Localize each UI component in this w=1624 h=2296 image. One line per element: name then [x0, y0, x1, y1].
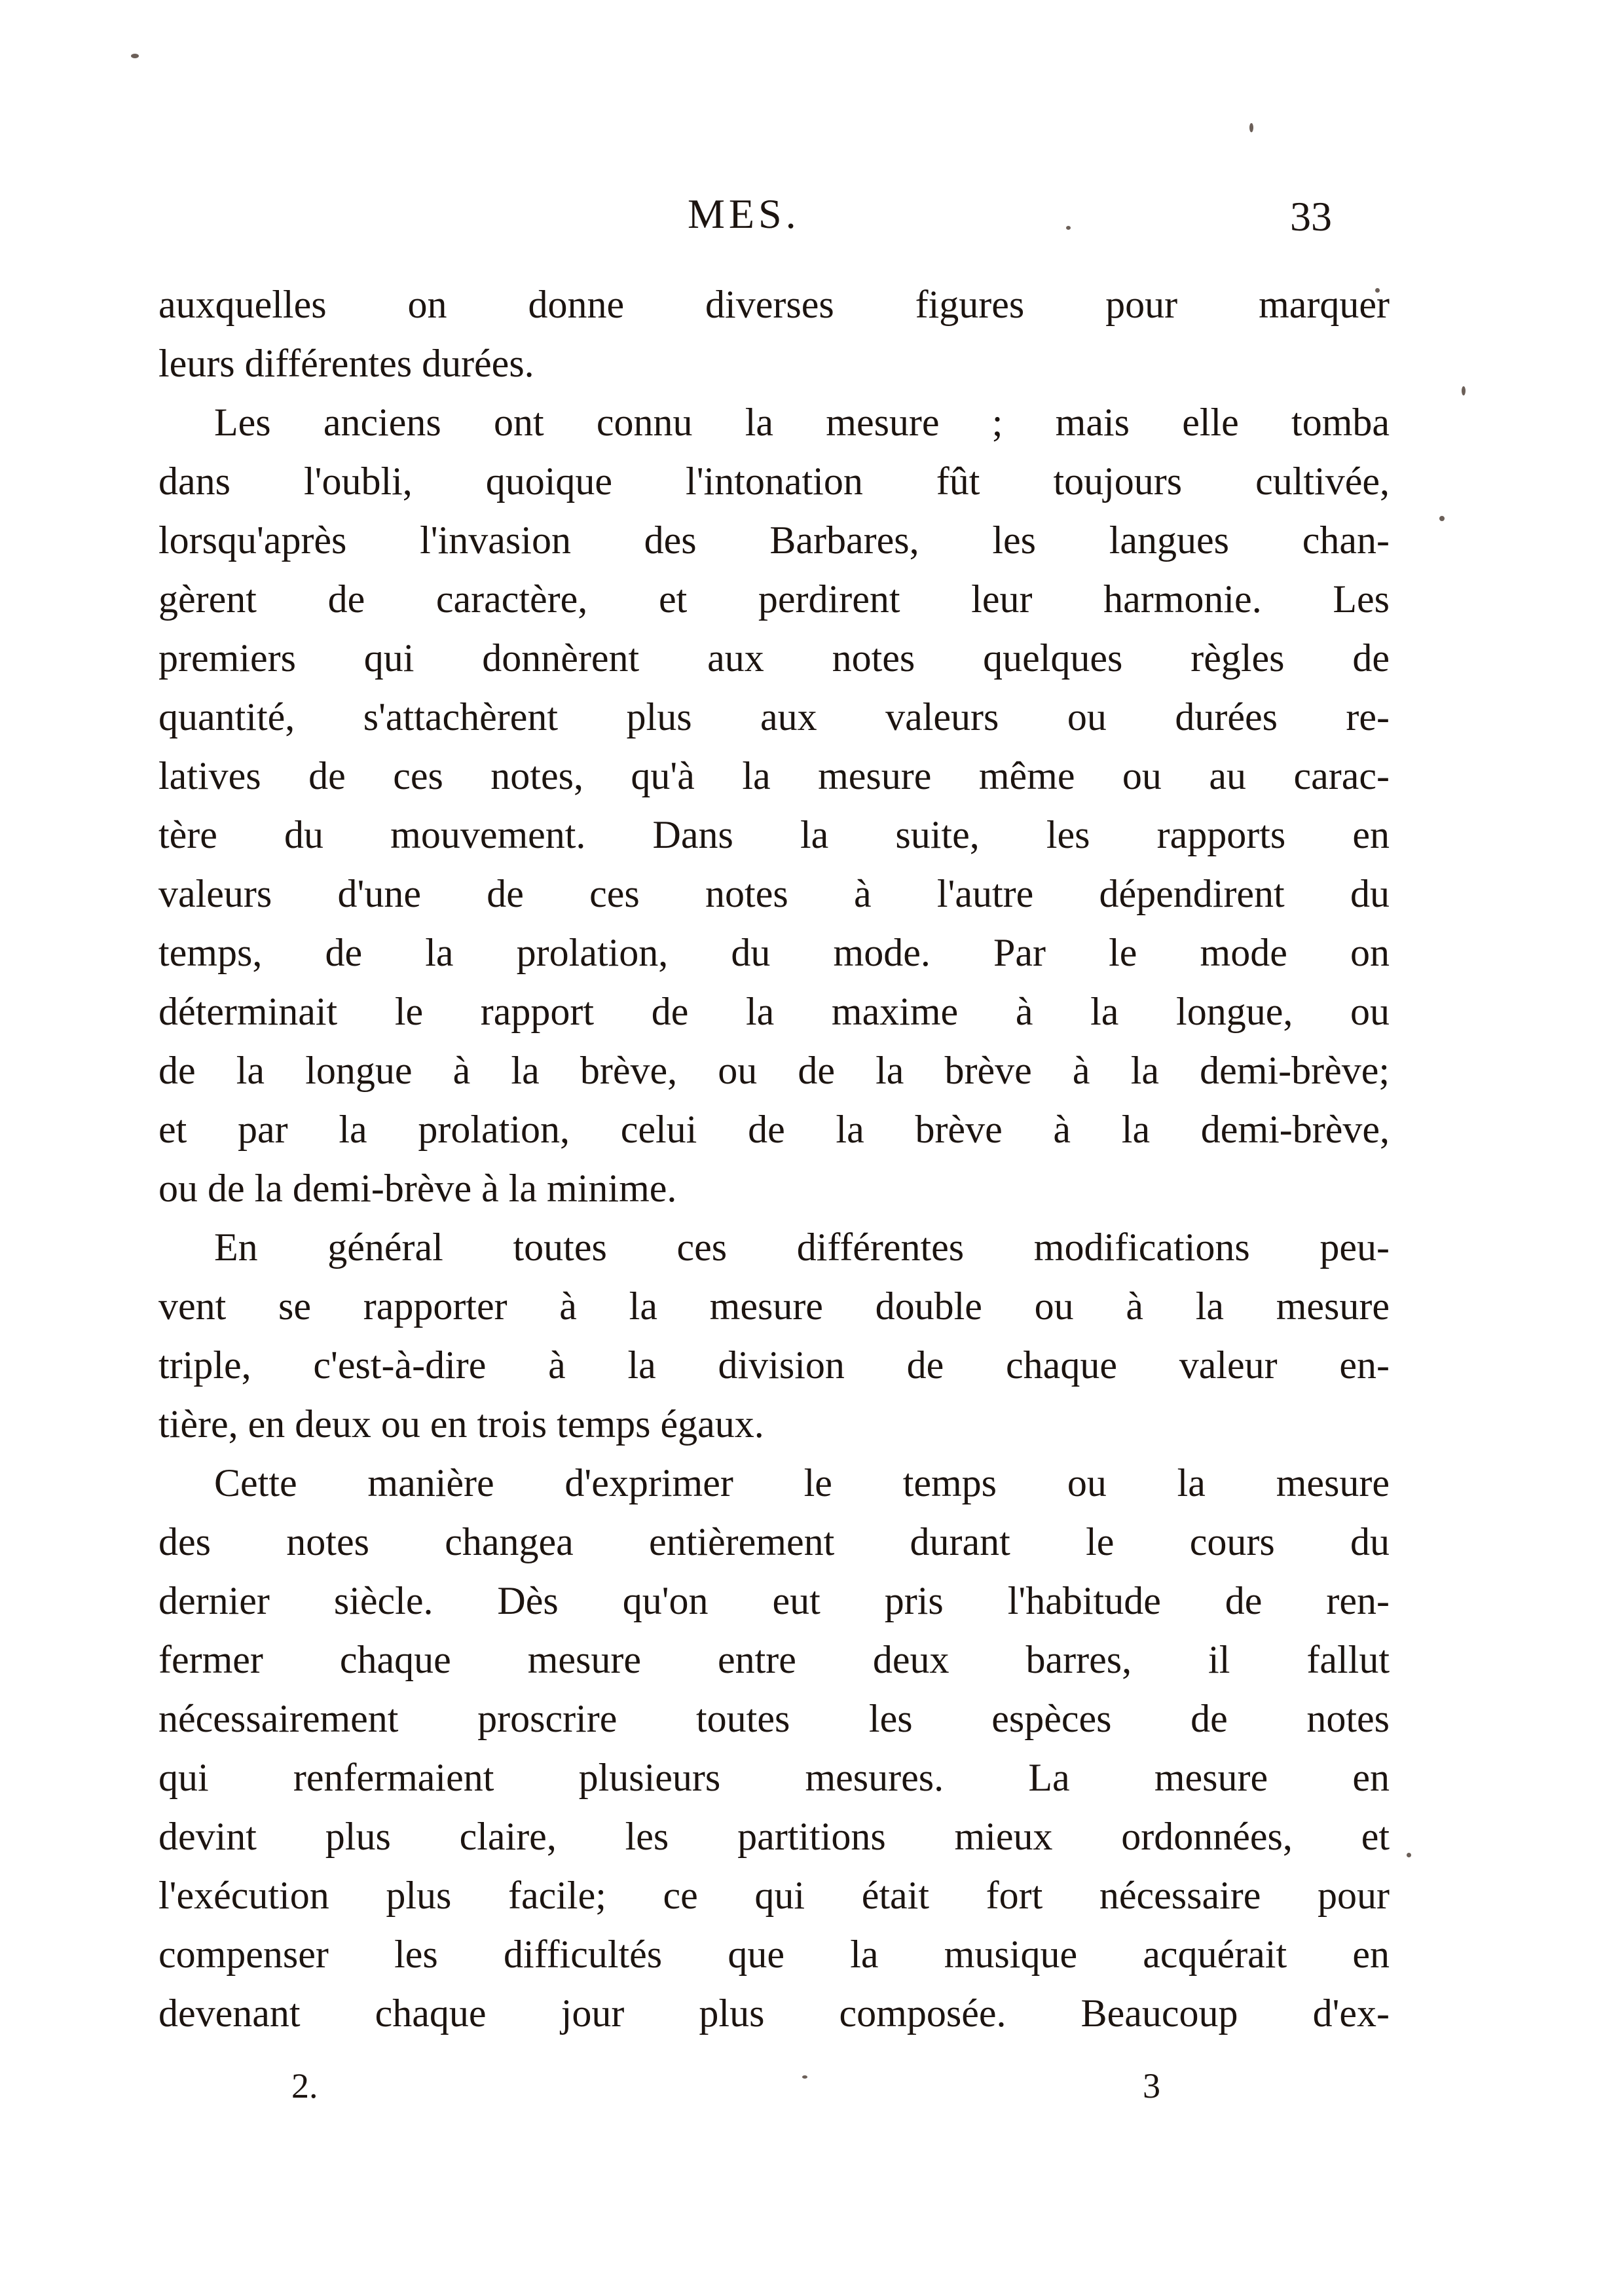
text-line: lorsqu'après l'invasion des Barbares, les langues chan-	[158, 519, 1390, 562]
print-speck	[1462, 386, 1466, 395]
print-speck	[1439, 516, 1445, 521]
print-speck	[131, 54, 139, 58]
text-line: tère du mouvement. Dans la suite, les rapports en	[158, 813, 1390, 856]
text-line: leurs différentes durées.	[158, 342, 534, 385]
text-line: devint plus claire, les partitions mieux ordonnées, et	[158, 1815, 1390, 1858]
text-line: nécessairement proscrire toutes les espèces de notes	[158, 1697, 1390, 1740]
text-line: tière, en deux ou en trois temps égaux.	[158, 1402, 764, 1446]
text-line: quantité, s'attachèrent plus aux valeurs ou durées re-	[158, 695, 1390, 738]
text-line: devenant chaque jour plus composée. Beaucoup d'ex-	[158, 1992, 1390, 2035]
text-line: vent se rapporter à la mesure double ou à la mesure	[158, 1285, 1390, 1328]
text-line: premiers qui donnèrent aux notes quelques règles de	[158, 636, 1390, 680]
body-text	[158, 275, 1390, 2043]
text-line: ou de la demi-brève à la minime.	[158, 1167, 677, 1210]
text-line: En général toutes ces différentes modifications peu-	[214, 1226, 1390, 1269]
text-line: qui renfermaient plusieurs mesures. La mesure en	[158, 1756, 1390, 1799]
text-line: dans l'oubli, quoique l'intonation fût toujours cultivée,	[158, 460, 1390, 503]
signature-mark: 2.	[291, 2066, 318, 2105]
text-line: triple, c'est-à-dire à la division de chaque valeur en-	[158, 1343, 1390, 1387]
print-speck	[1407, 1853, 1411, 1857]
print-speck	[802, 2075, 807, 2079]
running-head	[0, 190, 1624, 249]
text-line: de la longue à la brève, ou de la brève à la demi-brève;	[158, 1049, 1390, 1092]
text-line: gèrent de caractère, et perdirent leur harmonie. Les	[158, 577, 1390, 621]
page-number: 33	[1290, 193, 1332, 240]
text-line: déterminait le rapport de la maxime à la longue, ou	[158, 990, 1390, 1033]
text-line: compenser les difficultés que la musique acquérait en	[158, 1933, 1390, 1976]
text-line: fermer chaque mesure entre deux barres, il fallut	[158, 1638, 1390, 1681]
text-line: temps, de la prolation, du mode. Par le mode on	[158, 931, 1390, 974]
catchword: 3	[1143, 2066, 1160, 2105]
text-line: Les anciens ont connu la mesure ; mais elle tomba	[214, 401, 1390, 444]
text-line: des notes changea entièrement durant le cours du	[158, 1520, 1390, 1563]
text-line: l'exécution plus facile; ce qui était fort nécessaire pour	[158, 1874, 1390, 1917]
print-speck	[1249, 123, 1253, 132]
text-line: Cette manière d'exprimer le temps ou la mesure	[214, 1461, 1390, 1504]
text-line: latives de ces notes, qu'à la mesure même ou au carac-	[158, 754, 1390, 797]
text-line: et par la prolation, celui de la brève à la demi-brève,	[158, 1108, 1390, 1151]
running-title: MES.	[688, 191, 800, 237]
text-line: valeurs d'une de ces notes à l'autre dépendirent du	[158, 872, 1390, 915]
text-line: dernier siècle. Dès qu'on eut pris l'habitude de ren-	[158, 1579, 1390, 1622]
text-line: auxquelles on donne diverses figures pour marquer	[158, 283, 1390, 326]
